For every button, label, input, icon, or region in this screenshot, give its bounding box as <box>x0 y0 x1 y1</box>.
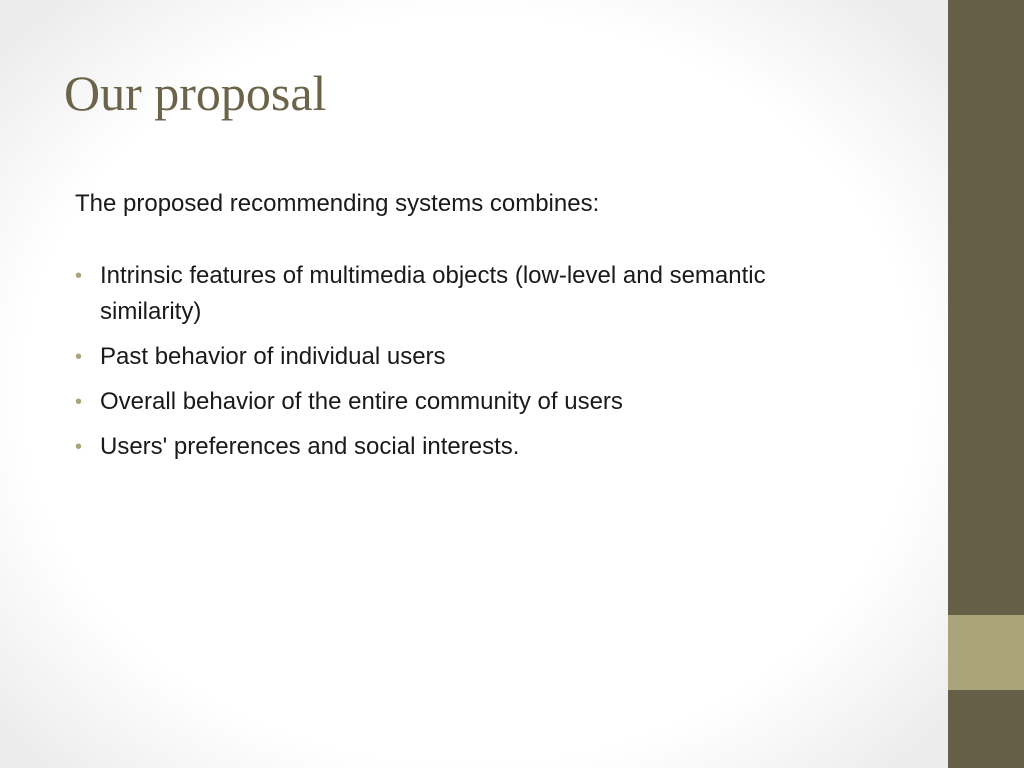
slide-title: Our proposal <box>64 65 327 121</box>
list-item <box>75 258 835 330</box>
list-item <box>75 429 835 465</box>
bullet-text: Intrinsic features of multimedia objects (low-level and semantic similarity) <box>100 262 766 325</box>
bullet-dot-icon: • <box>75 265 83 287</box>
bullet-text: Users' preferences and social interests. <box>100 433 520 460</box>
intro-text: The proposed recommending systems combines: <box>75 190 600 217</box>
bullet-dot-icon: • <box>75 346 83 368</box>
slide-body <box>75 186 835 474</box>
list-item <box>75 339 835 375</box>
bullet-list <box>75 258 835 465</box>
list-item <box>75 384 835 420</box>
sidebar-accent-block <box>948 615 1024 690</box>
bullet-text: Overall behavior of the entire community of users <box>100 388 623 415</box>
bullet-dot-icon: • <box>75 391 83 413</box>
bullet-dot-icon: • <box>75 436 83 458</box>
bullet-text: Past behavior of individual users <box>100 343 446 370</box>
decorative-sidebar <box>948 0 1024 768</box>
